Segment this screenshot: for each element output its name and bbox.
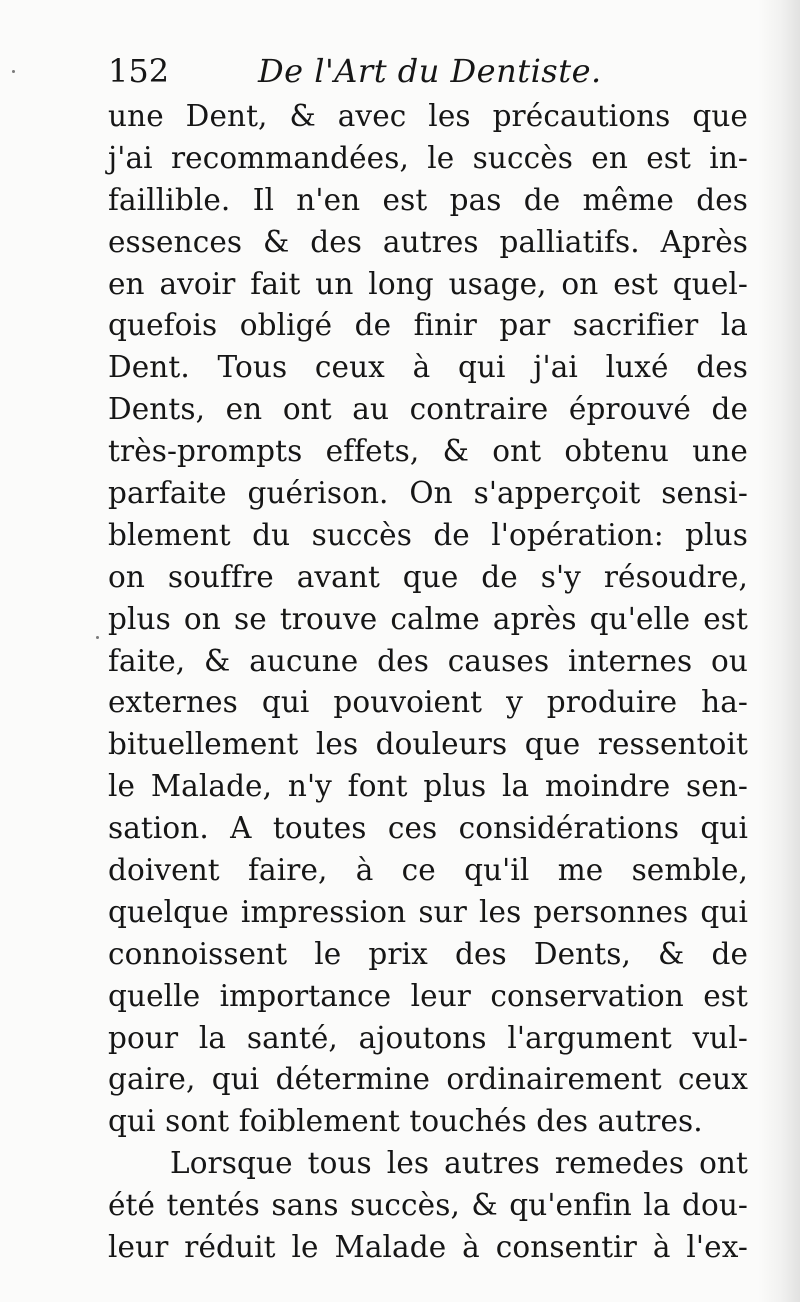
text-line: gaire, qui détermine ordinairement ceux xyxy=(108,1062,748,1097)
text-line: pour la santé, ajoutons l'argument vul- xyxy=(108,1020,748,1055)
speck-mark xyxy=(12,70,15,73)
text-line: j'ai recommandées, le succès en est in- xyxy=(108,140,748,175)
body-text xyxy=(108,96,748,1269)
paragraph-end-line: qui sont foiblement touchés des autres. xyxy=(108,1104,703,1139)
text-line: leur réduit le Malade à consentir à l'ex- xyxy=(108,1230,748,1265)
text-line: faillible. Il n'en est pas de même des xyxy=(108,182,748,217)
page-edge-shadow xyxy=(758,0,800,1302)
text-line: une Dent, & avec les précautions que xyxy=(108,99,748,133)
paragraph-start-line: Lorsque tous les autres remedes ont xyxy=(170,1146,748,1181)
text-line: externes qui pouvoient y produire ha- xyxy=(108,685,748,720)
text-line: blement du succès de l'opération: plus xyxy=(108,517,748,552)
text-line: très-prompts effets, & ont obtenu une xyxy=(108,434,748,469)
text-line: faite, & aucune des causes internes ou xyxy=(108,643,748,678)
text-line: parfaite guérison. On s'apperçoit sensi- xyxy=(108,476,748,511)
page-number: 152 xyxy=(108,52,170,90)
text-line: Dents, en ont au contraire éprouvé de xyxy=(108,392,748,427)
running-head xyxy=(108,48,748,94)
text-line: quelque impression sur les personnes qui xyxy=(108,894,748,929)
text-line: été tentés sans succès, & qu'enfin la dou- xyxy=(108,1188,748,1223)
text-line: quefois obligé de finir par sacrifier la xyxy=(108,308,748,343)
text-line: sation. A toutes ces considérations qui xyxy=(108,811,748,846)
running-head-title: De l'Art du Dentiste. xyxy=(258,52,602,90)
text-line: quelle importance leur conservation est xyxy=(108,978,748,1013)
text-line: en avoir fait un long usage, on est quel- xyxy=(108,266,748,301)
speck-mark xyxy=(96,636,99,639)
text-line: on souffre avant que de s'y résoudre, xyxy=(108,559,748,594)
text-line: Dent. Tous ceux à qui j'ai luxé des xyxy=(108,350,748,385)
text-line: le Malade, n'y font plus la moindre sen- xyxy=(108,769,748,804)
text-line: plus on se trouve calme après qu'elle est xyxy=(108,601,748,636)
text-line: essences & des autres palliatifs. Après xyxy=(108,224,748,259)
text-line: doivent faire, à ce qu'il me semble, xyxy=(108,853,748,888)
text-line: bituellement les douleurs que ressentoit xyxy=(108,727,748,762)
text-line: connoissent le prix des Dents, & de xyxy=(108,936,748,971)
